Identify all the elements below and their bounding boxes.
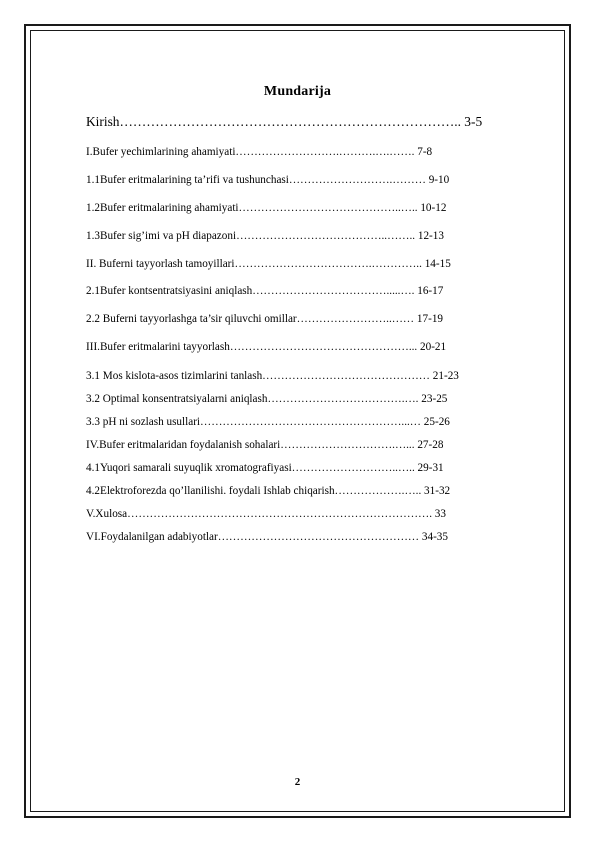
- toc-entry: V.Xulosa………………………………………………………………………. 33: [86, 508, 446, 520]
- toc-entry: 4.2Elektroforezda qo’llanilishi. foydali Ishlab chiqarish……………….….. 31-32: [86, 485, 451, 497]
- toc-entry: 3.1 Mos kislota-asos tizimlarini tanlash……………………………………… 21-23: [86, 370, 459, 382]
- toc-entry-kirish: Kirish………………………………………………………………….. 3-5: [86, 115, 483, 129]
- toc-entry: 4.1Yuqori samarali suyuqlik xromatografiyasi………………………..….. 29-31: [86, 462, 444, 474]
- page-number: 2: [294, 776, 301, 788]
- toc-entry: 3.2 Optimal konsentratsiyalarni aniqlash……………………………….…. 23-25: [86, 393, 448, 405]
- toc-entry: II. Buferni tayyorlash tamoyillari……………………………….………….. 14-15: [86, 258, 451, 270]
- toc-entry: 1.1Bufer eritmalarining ta’rifi va tushunchasi……………………….……… 9-10: [86, 174, 450, 186]
- toc-entry: VI.Foydalanilgan adabiyotlar……………………………………………… 34-35: [86, 531, 448, 543]
- toc-entry: 1.3Bufer sig’imi va pH diapazoni…………………………………..…….. 12-13: [86, 230, 444, 242]
- toc-entry: 2.1Bufer kontsentratsiyasini aniqlash……………………………….....…. 16-17: [86, 285, 444, 297]
- toc-entry: 3.3 pH ni sozlash usullari………………………………………………...… 25-26: [86, 416, 450, 428]
- toc-title: Mundarija: [263, 84, 332, 99]
- toc-entry: III.Bufer eritmalarini tayyorlash…………………………………………... 20-21: [86, 341, 447, 353]
- toc-entry: IV.Bufer eritmalaridan foydalanish sohalari………………………….…... 27-28: [86, 439, 444, 451]
- toc-entry: 2.2 Buferni tayyorlashga ta’sir qiluvchi omillar……………………..…… 17-19: [86, 313, 444, 325]
- toc-entry: 1.2Bufer eritmalarining ahamiyati……………………………………..….. 10-12: [86, 202, 447, 214]
- toc-entry: I.Bufer yechimlarining ahamiyati……………………….……….….……. 7-8: [86, 146, 433, 158]
